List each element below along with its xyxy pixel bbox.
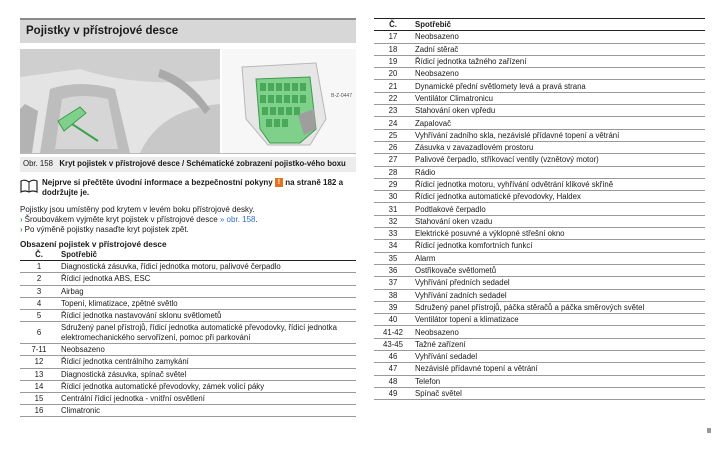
- fuse-consumer: Nezávislé přídavné topení a větrání: [412, 363, 705, 375]
- table-row: [374, 68, 705, 80]
- fuse-consumer: Telefon: [412, 375, 705, 387]
- fuse-consumer: Sdružený panel přístrojů, řídicí jednotka automatické převodovky, řídicí jednotka elektromechanického servořízení, pomoc při parkování: [58, 322, 356, 344]
- fuse-number: 38: [374, 289, 412, 301]
- fuse-consumer: Řídicí jednotka automatické převodovky, zámek volicí páky: [58, 380, 356, 392]
- table-row: [374, 55, 705, 67]
- fuse-consumer: Spínač světel: [412, 387, 705, 399]
- intro-text: Pojistky jsou umístěny pod krytem v levém boku přístrojové desky.: [20, 205, 255, 214]
- fuse-number: 27: [374, 154, 412, 166]
- fuse-number: 13: [20, 368, 58, 380]
- fuse-consumer: Řídicí jednotka nastavování sklonu světlometů: [58, 309, 356, 321]
- header-consumer: Spotřebič: [58, 249, 356, 261]
- header-num: Č.: [20, 249, 58, 261]
- safety-note: [20, 178, 356, 202]
- fuse-consumer: Ventilátor topení a klimatizace: [412, 314, 705, 326]
- fuse-number: 33: [374, 228, 412, 240]
- table-row: [374, 117, 705, 129]
- fuse-table-right: [374, 18, 705, 400]
- fuse-number: 2: [20, 273, 58, 285]
- table-row: [374, 80, 705, 92]
- figure-caption: [20, 157, 356, 172]
- figure-link[interactable]: » obr. 158: [219, 215, 256, 224]
- table-row: [20, 309, 356, 321]
- fuse-consumer: Vyhřívání zadních sedadel: [412, 289, 705, 301]
- fuse-consumer: Podtlakové čerpadlo: [412, 203, 705, 215]
- fuse-number: 22: [374, 92, 412, 104]
- fuse-number: 7-11: [20, 344, 58, 356]
- table-row: [374, 31, 705, 43]
- table-row: [20, 285, 356, 297]
- table-row: [374, 129, 705, 141]
- table-row: [20, 368, 356, 380]
- table-row: [20, 392, 356, 404]
- fuse-number: 37: [374, 277, 412, 289]
- figure-158: [20, 49, 356, 154]
- fuse-consumer: Topení, klimatizace, zpětné světlo: [58, 297, 356, 309]
- fuse-consumer: Centrální řídicí jednotka - vnitřní osvětlení: [58, 392, 356, 404]
- fuse-consumer: Řídicí jednotka motoru, vyhřívání odvětrání klikové skříně: [412, 178, 705, 190]
- table-row: [374, 228, 705, 240]
- table-header-row: [374, 19, 705, 31]
- fuse-consumer: Zapalovač: [412, 117, 705, 129]
- fuse-consumer: Zásuvka v zavazadlovém prostoru: [412, 141, 705, 153]
- table-row: [374, 289, 705, 301]
- fuse-number: 30: [374, 191, 412, 203]
- step-1-text: Šroubovákem vyjměte kryt pojistek v přístrojové desce: [24, 215, 218, 224]
- page-corner-mark: [707, 428, 711, 433]
- fuse-consumer: Řídicí jednotka tažného zařízení: [412, 55, 705, 67]
- fuse-number: 19: [374, 55, 412, 67]
- fuse-number: 39: [374, 301, 412, 313]
- chevron-right-icon: ›: [20, 225, 23, 234]
- fuse-consumer: Neobsazeno: [412, 326, 705, 338]
- step-1-end: .: [255, 215, 258, 224]
- table-row: [374, 141, 705, 153]
- fuse-consumer: Alarm: [412, 252, 705, 264]
- right-column: [374, 18, 705, 400]
- table-row: [374, 277, 705, 289]
- fuse-number: 29: [374, 178, 412, 190]
- table-row: [374, 314, 705, 326]
- step-1: [20, 215, 356, 225]
- table-row: [374, 252, 705, 264]
- table-row: [374, 178, 705, 190]
- warning-icon: !: [275, 178, 283, 187]
- step-2-text: Po výměně pojistky nasaďte kryt pojistek zpět.: [24, 225, 189, 234]
- table-row: [374, 375, 705, 387]
- fuse-number: 24: [374, 117, 412, 129]
- fuse-consumer: Řídicí jednotka centrálního zamykání: [58, 356, 356, 368]
- fuse-consumer: Neobsazeno: [58, 344, 356, 356]
- caption-text: Kryt pojistek v přístrojové desce / Schématické zobrazení pojistko-vého boxu: [59, 159, 346, 168]
- note-text-after: na straně 182 a dodržujte je.: [42, 178, 344, 197]
- fuse-number: 46: [374, 351, 412, 363]
- table-row: [374, 301, 705, 313]
- fuse-number: 28: [374, 166, 412, 178]
- fuse-number: 4: [20, 297, 58, 309]
- left-column: [20, 18, 356, 417]
- step-2: [20, 225, 356, 235]
- fuse-consumer: Sdružený panel přístrojů, páčka stěračů a páčka směrových světel: [412, 301, 705, 313]
- fuse-number: 47: [374, 363, 412, 375]
- fuse-number: 41-42: [374, 326, 412, 338]
- table-row: [374, 203, 705, 215]
- fuse-consumer: Řídicí jednotka automatické převodovky, Haldex: [412, 191, 705, 203]
- section-title: Pojistky v přístrojové desce: [20, 18, 356, 43]
- table-row: [374, 326, 705, 338]
- fuse-consumer: Rádio: [412, 166, 705, 178]
- fuse-number: 49: [374, 387, 412, 399]
- table-row: [374, 92, 705, 104]
- fuse-number: 32: [374, 215, 412, 227]
- chevron-right-icon: ›: [20, 215, 23, 224]
- table-row: [374, 363, 705, 375]
- fuse-number: 48: [374, 375, 412, 387]
- fuse-number: 43-45: [374, 338, 412, 350]
- table-row: [374, 154, 705, 166]
- fuse-consumer: Vyhřívání sedadel: [412, 351, 705, 363]
- table-row: [20, 405, 356, 417]
- book-icon: [20, 179, 38, 193]
- figure-code: B-Z-0447: [331, 93, 352, 99]
- table-title: Obsazení pojistek v přístrojové desce: [20, 240, 167, 249]
- table-row: [374, 215, 705, 227]
- caption-label: Obr. 158: [23, 159, 53, 168]
- fuse-consumer: Stahování oken vzadu: [412, 215, 705, 227]
- fuse-consumer: Dynamické přední světlomety levá a pravá strana: [412, 80, 705, 92]
- fuse-consumer: Climatronic: [58, 405, 356, 417]
- table-header-row: [20, 249, 356, 261]
- fuse-consumer: Neobsazeno: [412, 68, 705, 80]
- fuse-number: 31: [374, 203, 412, 215]
- fuse-number: 17: [374, 31, 412, 43]
- fuse-number: 23: [374, 105, 412, 117]
- header-consumer: Spotřebič: [412, 19, 705, 31]
- table-row: [374, 351, 705, 363]
- fuse-number: 20: [374, 68, 412, 80]
- fuse-table-left: [20, 249, 356, 417]
- fuse-number: 14: [20, 380, 58, 392]
- table-row: [374, 338, 705, 350]
- table-row: [374, 105, 705, 117]
- fuse-number: 35: [374, 252, 412, 264]
- table-row: [374, 387, 705, 399]
- fuse-number: 26: [374, 141, 412, 153]
- fuse-number: 25: [374, 129, 412, 141]
- fuse-number: 34: [374, 240, 412, 252]
- fuse-consumer: Vyhřívání zadního skla, nezávislé přídavné topení a větrání: [412, 129, 705, 141]
- fuse-number: 36: [374, 264, 412, 276]
- fuse-consumer: Řídicí jednotka ABS, ESC: [58, 273, 356, 285]
- fuse-consumer: Diagnostická zásuvka, spínač světel: [58, 368, 356, 380]
- fuse-number: 12: [20, 356, 58, 368]
- table-row: [374, 264, 705, 276]
- note-text-before: Nejprve si přečtěte úvodní informace a bezpečnostní pokyny: [42, 178, 273, 187]
- table-row: [20, 261, 356, 273]
- fuse-consumer: Airbag: [58, 285, 356, 297]
- fuse-number: 5: [20, 309, 58, 321]
- fuse-number: 21: [374, 80, 412, 92]
- table-row: [20, 344, 356, 356]
- table-row: [20, 273, 356, 285]
- fuse-consumer: Zadní stěrač: [412, 43, 705, 55]
- fuse-figure-illustration: [20, 49, 356, 153]
- fuse-number: 1: [20, 261, 58, 273]
- fuse-consumer: Elektrické posuvné a výklopné střešní okno: [412, 228, 705, 240]
- fuse-number: 40: [374, 314, 412, 326]
- table-row: [374, 240, 705, 252]
- fuse-consumer: Stahování oken vpředu: [412, 105, 705, 117]
- fuse-number: 6: [20, 322, 58, 344]
- fuse-consumer: Neobsazeno: [412, 31, 705, 43]
- fuse-number: 16: [20, 405, 58, 417]
- table-row: [20, 297, 356, 309]
- fuse-number: 18: [374, 43, 412, 55]
- table-row: [20, 380, 356, 392]
- header-num: Č.: [374, 19, 412, 31]
- fuse-consumer: Palivové čerpadlo, stříkovací ventily (vznětový motor): [412, 154, 705, 166]
- fuse-consumer: Diagnostická zásuvka, řídicí jednotka motoru, palivové čerpadlo: [58, 261, 356, 273]
- table-row: [374, 43, 705, 55]
- fuse-consumer: Řídicí jednotka komfortních funkcí: [412, 240, 705, 252]
- table-row: [20, 356, 356, 368]
- table-row: [374, 166, 705, 178]
- fuse-consumer: Vyhřívání předních sedadel: [412, 277, 705, 289]
- fuse-consumer: Ostřikovače světlometů: [412, 264, 705, 276]
- fuse-number: 15: [20, 392, 58, 404]
- fuse-consumer: Tažné zařízení: [412, 338, 705, 350]
- table-row: [374, 191, 705, 203]
- fuse-consumer: Ventilátor Climatronicu: [412, 92, 705, 104]
- fuse-number: 3: [20, 285, 58, 297]
- table-row: [20, 322, 356, 344]
